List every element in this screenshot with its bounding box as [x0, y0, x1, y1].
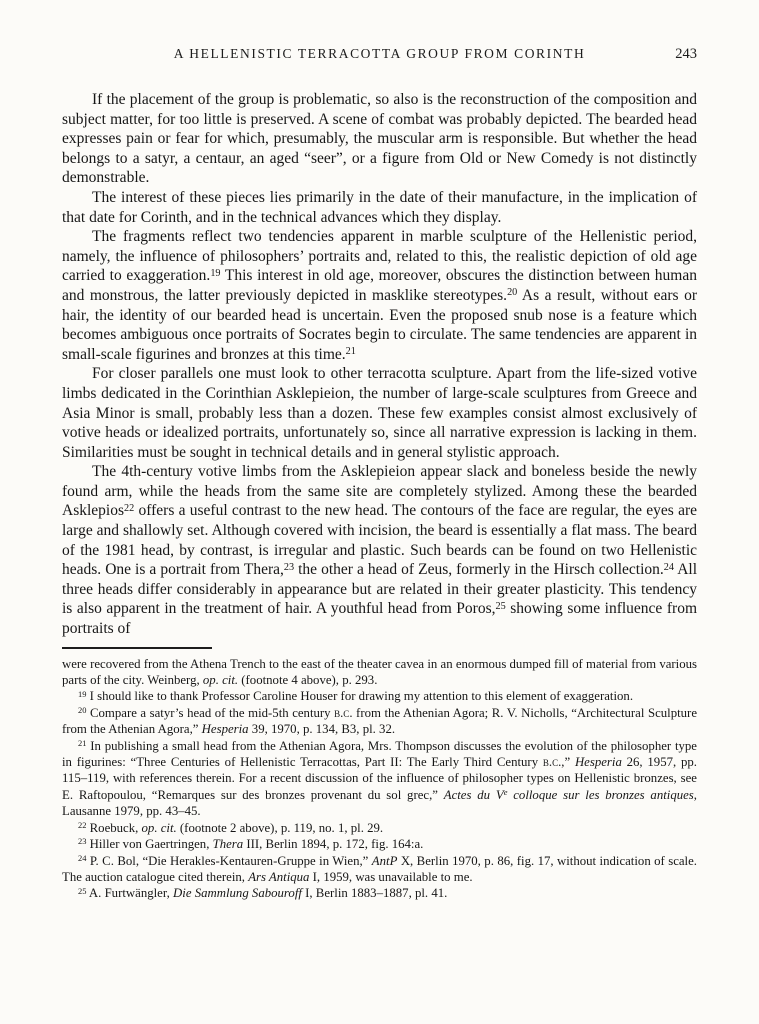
- paragraph: If the placement of the group is problematic, so also is the reconstruction of the composition and subject matter, for too little is preserved. A scene of combat was probably depicted. The bearded head expresses pain or fear for which, presumably, the muscular arm is responsible. But whether the head belongs to a satyr, a centaur, an aged “seer”, or a figure from Old or New Comedy is not distinctly demonstrable.: [62, 91, 697, 187]
- footnote-separator-rule: [62, 647, 212, 649]
- footnote-23: $^{23}$ Hiller von Gaertringen, Thera III, Berlin 1894, p. 172, fig. 164:a.: [78, 836, 424, 852]
- paragraph: The interest of these pieces lies primarily in the date of their manufacture, in the implication of that date for Corinth, and in the technical advances which they display.: [62, 188, 697, 226]
- footnote-24: $^{24}$ P. C. Bol, “Die Herakles-Kentauren-Gruppe in Wien,” AntP X, Berlin 1970, p. 86, fig. 17, without indication of scale. The auction catalogue cited therein, Ars Antiqua I, 1959, was unavailable to me.: [62, 852, 697, 884]
- running-head-title: A HELLENISTIC TERRACOTTA GROUP FROM CORINTH: [173, 46, 586, 61]
- footnote-25: $^{25}$ A. Furtwängler, Die Sammlung Sabouroff I, Berlin 1883–1887, pl. 41.: [78, 885, 448, 901]
- footnotes-section: [62, 656, 697, 902]
- footnote-20: $^{20}$ Compare a satyr’s head of the mid-5th century b.c. from the Athenian Agora; R. V. Nicholls, “Architectural Sculpture from the Athenian Agora,” Hesperia 39, 1970, p. 134, B3, pl. 32.: [62, 705, 697, 737]
- paragraph: The fragments reflect two tendencies apparent in marble sculpture of the Hellenistic period, namely, the influence of philosophers’ portraits and, related to this, the realistic depiction of old age carried to exaggeration.$^{19}$ This interest in old age, moreover, obscures the distinction between human and monstrous, the latter previously depicted in masklike stereotypes.$^{20}$ As a result, without ears or hair, the identity of our bearded head is uncertain. Even the proposed snub nose is a feature which becomes ambiguous once portraits of Socrates begin to circulate. The same tendencies are apparent in small-scale figurines and bronzes at this time.$^{21}$: [62, 228, 697, 363]
- running-head: [62, 46, 697, 66]
- paragraph: The 4th-century votive limbs from the Asklepieion appear slack and boneless beside the newly found arm, while the heads from the same site are completely stylized. Among these the bearded Asklepios$^{22}$ offers a useful contrast to the new head. The contours of the face are regular, the eyes are large and shallowly set. Although covered with incision, the beard is essentially a flat mass. The beard of the 1981 head, by contrast, is irregular and plastic. Such beards can be found on two Hellenistic heads. One is a portrait from Thera,$^{23}$ the other a head of Zeus, formerly in the Hirsch collection.$^{24}$ All three heads differ considerably in appearance but are related in their greater plasticity. This tendency is also apparent in the treatment of hair. A youthful head from Poros,$^{25}$ showing some influence from portraits of: [62, 463, 697, 638]
- footnote-continuation: were recovered from the Athena Trench to the east of the theater cavea in an enormous dumped fill of material from various parts of the city. Weinberg, op. cit. (footnote 4 above), p. 293.: [62, 656, 697, 688]
- footnote-22: $^{22}$ Roebuck, op. cit. (footnote 2 above), p. 119, no. 1, pl. 29.: [78, 819, 384, 835]
- footnote-21: $^{21}$ In publishing a small head from the Athenian Agora, Mrs. Thompson discusses the evolution of the philosopher type in figurines: “Three Centuries of Hellenistic Terracottas, Part II: The Early Third Century b.c.,” Hesperia 26, 1957, pp. 115–119, with references therein. For a recent discussion of the influence of philosopher types on Hellenistic bronzes, see E. Raftopoulou, “Remarques sur des bronzes provenant du sol grec,” Actes du Ve colloque sur les bronzes antiques, Lausanne 1979, pp. 43–45.: [62, 737, 697, 819]
- footnote-19: $^{19}$ I should like to thank Professor Caroline Houser for drawing my attention to this element of exaggeration.: [78, 688, 634, 704]
- body-text: [62, 90, 697, 639]
- page-number: 243: [675, 46, 697, 62]
- paragraph: For closer parallels one must look to other terracotta sculpture. Apart from the life-sized votive limbs dedicated in the Corinthian Asklepieion, the number of large-scale sculptures from Greece and Asia Minor is small, probably less than a dozen. These few examples consist almost exclusively of votive heads or idealized portraits, unfortunately so, since all narrative expression is lacking in them. Similarities must be sought in technical details and in general stylistic approach.: [62, 365, 697, 461]
